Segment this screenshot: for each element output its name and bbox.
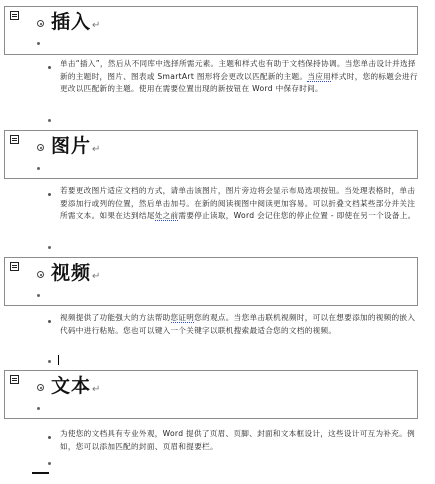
heading-text[interactable]: 插入↵ bbox=[51, 11, 102, 33]
paragraph-mark-icon: ↵ bbox=[92, 384, 102, 395]
body-paragraph[interactable]: 单击“插入”，然后从不同库中选择所需元素。主题和样式也有助于文档保持协调。当您单击设计并选择新的主题时，图片、图表或 SmartArt 图形将会更改以匹配新的主题。当应用样式时，您的标题会进行更改以匹配新的主题。使用在需要位置出现的新按钮在 Word 中保存时间。 bbox=[60, 59, 418, 93]
empty-paragraph-bullet bbox=[48, 246, 51, 249]
spelling-squiggle: 处之前 bbox=[154, 211, 179, 220]
selection-bar bbox=[32, 472, 49, 474]
body-bullet bbox=[48, 193, 51, 196]
paragraph-mark-icon: ↵ bbox=[92, 271, 102, 282]
heading-block[interactable] bbox=[4, 370, 418, 419]
heading-block[interactable] bbox=[4, 130, 418, 179]
heading-block[interactable] bbox=[4, 257, 418, 306]
empty-paragraph-bullet bbox=[37, 167, 40, 170]
empty-paragraph-bullet bbox=[48, 462, 51, 465]
heading-bullet-icon bbox=[37, 271, 44, 278]
document-outline-icon[interactable] bbox=[10, 11, 19, 20]
paragraph-mark-icon: ↵ bbox=[92, 20, 102, 31]
body-paragraph[interactable]: 若要更改图片适应文档的方式，请单击该图片，图片旁边将会显示布局选项按钮。当处理表格时，单击要添加行或列的位置，然后单击加号。在新的阅读视图中阅读更加容易。可以折叠文档某些部分并关注所需文本。如果在达到结尾处之前需要停止读取，Word 会记住您的停止位置 - 即使在另一个设备上。 bbox=[60, 186, 416, 220]
document-outline-icon[interactable] bbox=[10, 262, 19, 271]
empty-paragraph-bullet bbox=[37, 294, 40, 297]
body-paragraph[interactable]: 视频提供了功能强大的方法帮助您证明您的观点。当您单击联机视频时，可以在想要添加的视频的嵌入代码中进行粘贴。您也可以键入一个关键字以联机搜索最适合您的文档的视频。 bbox=[60, 313, 416, 335]
heading-bullet-icon bbox=[37, 384, 44, 391]
document-outline-icon[interactable] bbox=[10, 135, 19, 144]
heading-bullet-icon bbox=[37, 144, 44, 151]
body-paragraph[interactable]: 为使您的文档具有专业外观，Word 提供了页眉、页脚、封面和文本框设计，这些设计可互为补充。例如，您可以添加匹配的封面、页眉和提要栏。 bbox=[60, 429, 415, 451]
empty-paragraph-bullet bbox=[48, 360, 51, 363]
text-cursor bbox=[58, 355, 59, 365]
heading-text[interactable]: 文本↵ bbox=[51, 375, 102, 397]
heading-bullet-icon bbox=[37, 20, 44, 27]
spelling-squiggle: 当应用 bbox=[307, 71, 332, 81]
empty-paragraph-bullet bbox=[37, 407, 40, 410]
paragraph-mark-icon: ↵ bbox=[92, 144, 102, 155]
heading-block[interactable] bbox=[4, 6, 418, 55]
heading-text[interactable]: 图片↵ bbox=[51, 135, 102, 157]
empty-paragraph-bullet bbox=[37, 42, 40, 45]
body-bullet bbox=[48, 320, 51, 323]
body-bullet bbox=[48, 66, 51, 69]
document-outline-icon[interactable] bbox=[10, 375, 19, 384]
body-bullet bbox=[48, 436, 51, 439]
empty-paragraph-bullet bbox=[48, 119, 51, 122]
heading-text[interactable]: 视频↵ bbox=[51, 262, 102, 284]
spelling-squiggle: 您证明 bbox=[170, 313, 195, 322]
